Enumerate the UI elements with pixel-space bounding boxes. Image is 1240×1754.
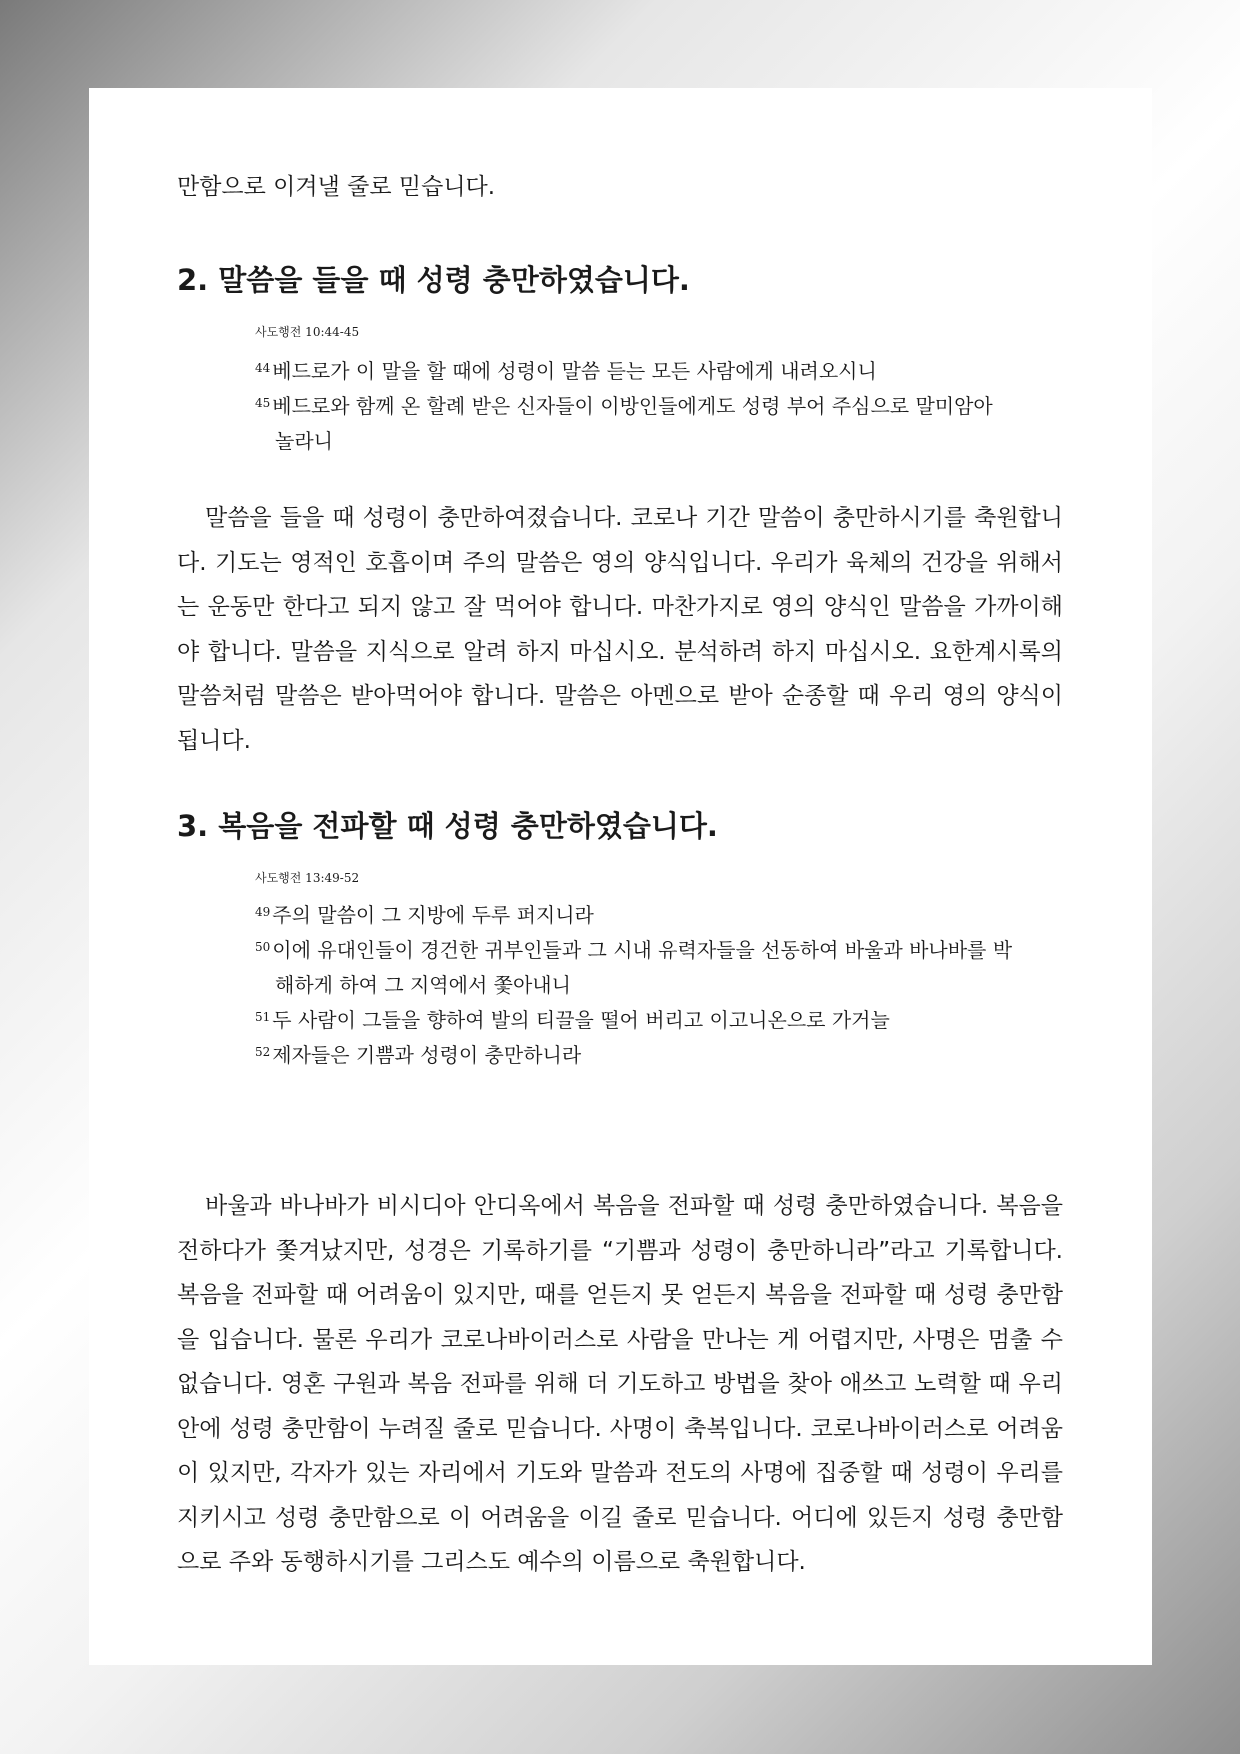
- verse-list: [255, 354, 1015, 459]
- scripture-reference: 사도행전 10:44-45: [255, 325, 360, 339]
- verse: [255, 354, 1015, 389]
- verse-number: 52: [255, 1045, 271, 1059]
- verse-text: 이에 유대인들이 경건한 귀부인들과 그 시내 유력자들을 선동하여 바울과 바나바를 박해하게 하여 그 지역에서 쫓아내니: [272, 938, 1013, 997]
- verse-text: 두 사람이 그들을 향하여 발의 티끌을 떨어 버리고 이고니온으로 가거늘: [272, 1008, 890, 1032]
- verse-text: 베드로가 이 말을 할 때에 성령이 말씀 듣는 모든 사람에게 내려오시니: [272, 359, 877, 383]
- verse-text: 주의 말씀이 그 지방에 두루 퍼지니라: [272, 903, 594, 927]
- verse: [255, 1003, 1015, 1038]
- document-page: [89, 88, 1152, 1665]
- verse-text: 제자들은 기쁨과 성령이 충만하니라: [272, 1043, 582, 1067]
- verse: [255, 389, 1015, 459]
- scripture-reference: 사도행전 13:49-52: [255, 871, 360, 885]
- verse-number: 49: [255, 905, 271, 919]
- body-paragraph: 바울과 바나바가 비시디아 안디옥에서 복음을 전파할 때 성령 충만하였습니다. 복음을 전하다가 쫓겨났지만, 성경은 기록하기를 “기쁨과 성령이 충만하니라”라고 기록합니다. 복음을 전파할 때 어려움이 있지만, 때를 얻든지 못 얻든지 복음을 전파할 때 성령 충만함을 입습니다. 물론 우리가 코로나바이러스로 사람을 만나는 게 어렵지만, 사명은 멈출 수 없습니다. 영혼 구원과 복음 전파를 위해 더 기도하고 방법을 찾아 애쓰고 노력할 때 우리 안에 성령 충만함이 누려질 줄로 믿습니다. 사명이 축복입니다. 코로나바이러스로 어려움이 있지만, 각자가 있는 자리에서 기도와 말씀과 전도의 사명에 집중할 때 성령이 우리를 지키시고 성령 충만함으로 이 어려움을 이길 줄로 믿습니다. 어디에 있든지 성령 충만함으로 주와 동행하시기를 그리스도 예수의 이름으로 축원합니다.: [177, 1193, 1063, 1575]
- verse-text: 베드로와 함께 온 할례 받은 신자들이 이방인들에게도 성령 부어 주심으로 말미암아 놀라니: [272, 394, 993, 453]
- verse: [255, 933, 1015, 1003]
- verse: [255, 898, 1015, 933]
- section-heading: 3. 복음을 전파할 때 성령 충만하였습니다.: [177, 809, 718, 843]
- verse: [255, 1038, 1015, 1073]
- body-paragraph: 말씀을 들을 때 성령이 충만하여졌습니다. 코로나 기간 말씀이 충만하시기를 축원합니다. 기도는 영적인 호흡이며 주의 말씀은 영의 양식입니다. 우리가 육체의 건강을 위해서는 운동만 한다고 되지 않고 잘 먹어야 합니다. 마찬가지로 영의 양식인 말씀을 가까이해야 합니다. 말씀을 지식으로 알려 하지 마십시오. 분석하려 하지 마십시오. 요한계시록의 말씀처럼 말씀은 받아먹어야 합니다. 말씀은 아멘으로 받아 순종할 때 우리 영의 양식이 됩니다.: [177, 505, 1063, 754]
- intro-line: 만함으로 이겨낼 줄로 믿습니다.: [177, 174, 496, 200]
- verse-number: 45: [255, 396, 271, 410]
- verse-number: 51: [255, 1010, 271, 1024]
- verse-number: 50: [255, 940, 271, 954]
- section-heading: 2. 말씀을 들을 때 성령 충만하였습니다.: [177, 263, 690, 297]
- verse-number: 44: [255, 361, 271, 375]
- verse-list: [255, 898, 1015, 1073]
